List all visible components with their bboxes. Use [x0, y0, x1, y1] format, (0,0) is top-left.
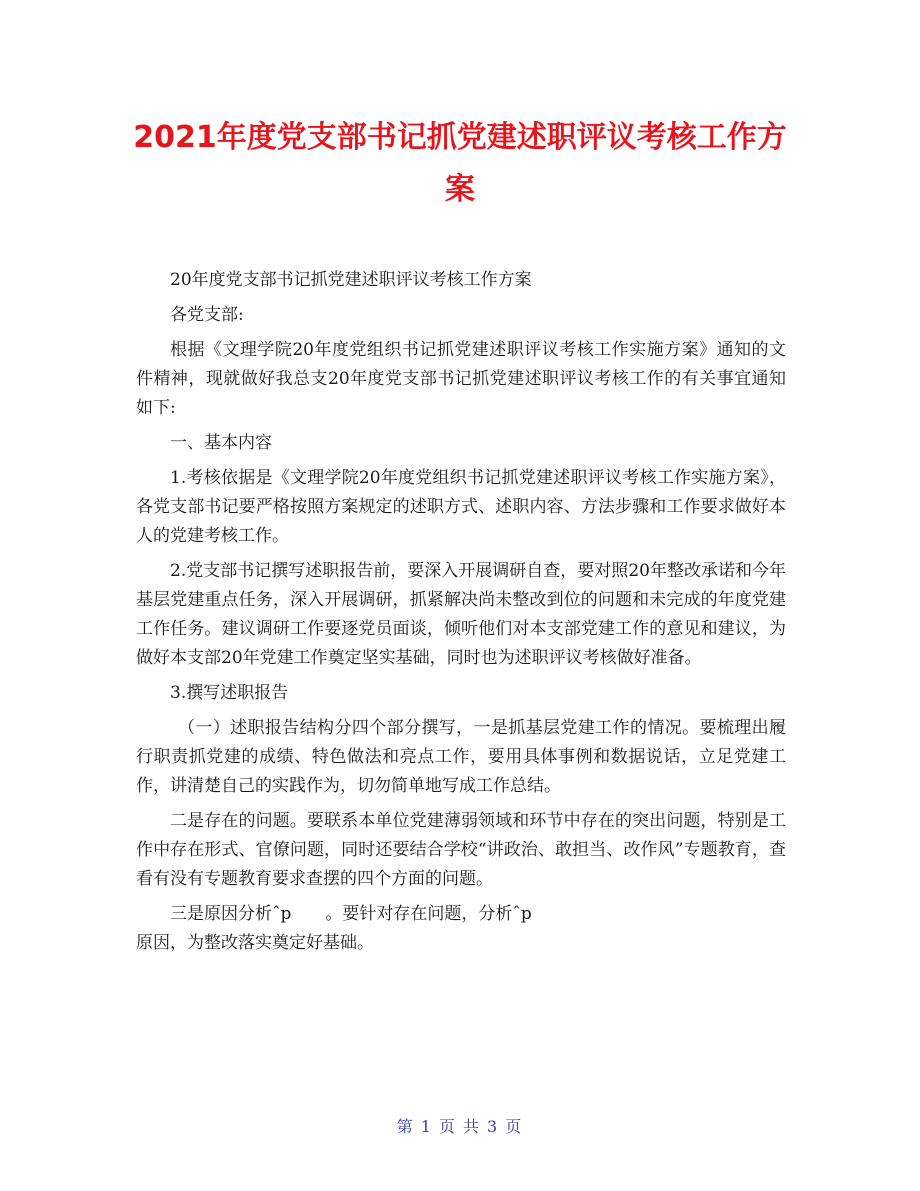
paragraph-existing-problems: 二是存在的问题。要联系本单位党建薄弱领域和环节中存在的突出问题，特别是工作中存在形式、官僚问题，同时还要结合学校“讲政治、敢担当、改作风”专题教育，查看有没有专题教育要求查摆的四个方面的问题。	[136, 811, 786, 889]
document-title: 2021年度党支部书记抓党建述职评议考核工作方案	[133, 120, 787, 207]
paragraph-intro: 根据《文理学院20年度党组织书记抓党建述职评议考核工作实施方案》通知的文件精神，现就做好我总支20年度党支部书记抓党建述职评议考核工作的有关事宜通知如下:	[136, 340, 786, 418]
paragraph-item-1: 1.考核依据是《文理学院20年度党组织书记抓党建述职评议考核工作实施方案》，各党支部书记要严格按照方案规定的述职方式、述职内容、方法步骤和工作要求做好本人的党建考核工作。	[136, 468, 786, 546]
document-body	[136, 266, 786, 964]
paragraph-salutation: 各党支部:	[170, 305, 244, 325]
footer-total-pages: 3	[487, 1117, 500, 1136]
footer-word-di: 第	[396, 1117, 415, 1136]
footer-word-ye-2: 页	[505, 1117, 524, 1136]
footer-word-ye: 页	[438, 1117, 457, 1136]
page-footer	[0, 1114, 920, 1137]
paragraph-item-2: 2.党支部书记撰写述职报告前，要深入开展调研自查，要对照20年整改承诺和今年基层党建重点任务，深入开展调研，抓紧解决尚未整改到位的问题和未完成的年度党建工作任务。建议调研工作要逐党员面谈，倾听他们对本支部党建工作的意见和建议，为做好本支部20年党建工作奠定坚实基础，同时也为述职评议考核做好准备。	[136, 561, 786, 668]
paragraph-report-structure: （一）述职报告结构分四个部分撰写，一是抓基层党建工作的情况。要梳理出履行职责抓党建的成绩、特色做法和亮点工作，要用具体事例和数据说话，立足党建工作，讲清楚自己的实践作为，切勿简单地写成工作总结。	[136, 718, 786, 796]
paragraph-heading-line: 20年度党支部书记抓党建述职评议考核工作方案	[170, 270, 532, 290]
paragraph-cause-analysis: 三是原因分析ˆp 。要针对存在问题，分析ˆp	[170, 904, 532, 924]
paragraph-item-3-heading: 3.撰写述职报告	[170, 683, 289, 703]
paragraph-cause-analysis-continued: 原因，为整改落实奠定好基础。	[136, 933, 374, 953]
section-heading-basic-content: 一、基本内容	[170, 433, 272, 453]
footer-word-gong: 共	[463, 1117, 482, 1136]
footer-page-number: 1	[420, 1117, 433, 1136]
